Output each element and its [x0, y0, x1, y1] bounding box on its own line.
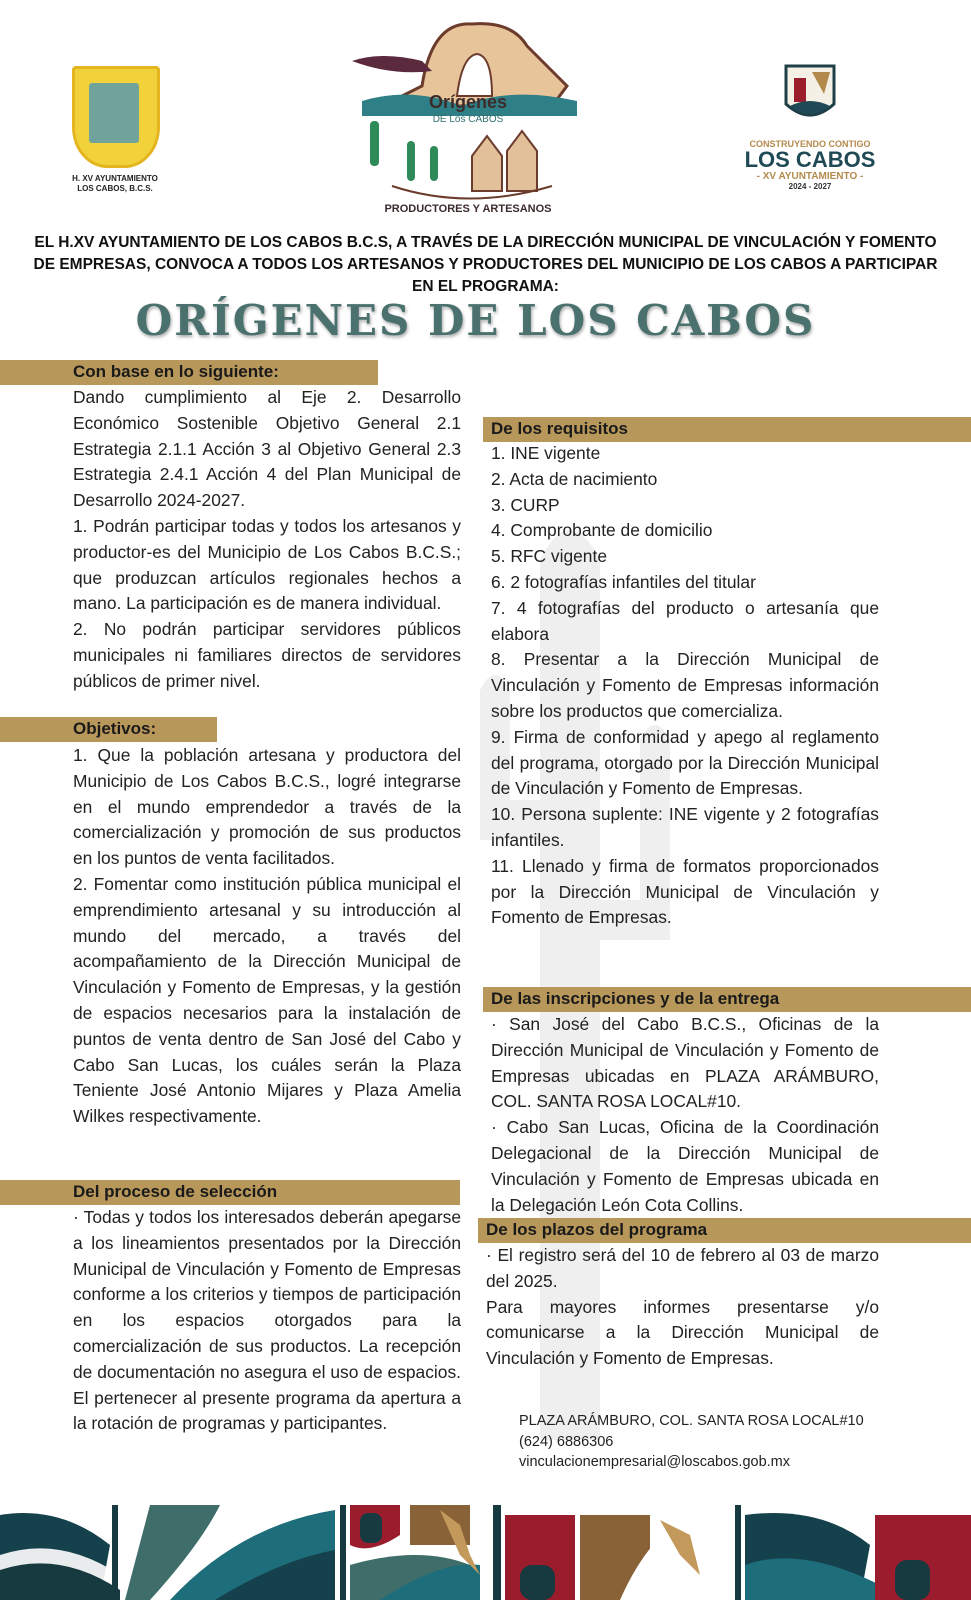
- section-heading: Objetivos:: [73, 719, 157, 738]
- logo-right-ayuntamiento: - XV AYUNTAMIENTO -: [756, 171, 864, 182]
- los-cabos-shield-icon: [784, 64, 836, 126]
- list-item: 5. RFC vigente: [491, 546, 607, 567]
- section-inscripciones-body: [491, 1012, 879, 1218]
- logo-left-caption-2: LOS CABOS, B.C.S.: [77, 184, 153, 193]
- construyendo-contigo-los-cabos-logo: [735, 64, 885, 191]
- list-item: 10. Persona suplente: INE vigente y 2 fotografías infantiles.: [491, 804, 879, 850]
- section-bar-inscripciones: [483, 987, 971, 1012]
- list-item: 8. Presentar a la Dirección Municipal de Vinculación y Fomento de Empresas información sobre los productos que comercializa.: [491, 649, 879, 721]
- logo-right-name: LOS CABOS: [744, 147, 876, 172]
- paragraph: · Todas y todos los interesados deberán apegarse a los lineamientos presentados por la Dirección Municipal de Vinculación y Fomento de Empresas conforme a los criterios y tiempos de participación en los espacios otorgados para la comercialización de sus productos. La recepción de documentación no asegura el uso de espacios. El pertenecer al presente programa da apertura a la rotación de programas y participantes.: [73, 1207, 461, 1434]
- list-item: 1. INE vigente: [491, 443, 601, 463]
- logo-productores-text: PRODUCTORES Y ARTESANOS: [384, 203, 552, 215]
- paragraph: 2. No podrán participar servidores públicos municipales ni familiares directos de servidores públicos de primer nivel.: [73, 619, 461, 691]
- list-item: 3. CURP: [491, 494, 560, 515]
- section-heading: Con base en lo siguiente:: [73, 362, 279, 381]
- section-seleccion-body: [73, 1205, 461, 1437]
- decorative-footer-banner: [0, 1505, 971, 1600]
- intro-text: EL H.XV AYUNTAMIENTO DE LOS CABOS B.C.S, A TRAVÉS DE LA DIRECCIÓN MUNICIPAL DE VINCULACIÓN Y FOMENTO DE EMPRESAS, CONVOCA A TODOS LOS ARTESANOS Y PRODUCTORES DEL MUNICIPIO DE LOS CABOS A PARTICIPAR EN EL PROGRAMA:: [33, 234, 938, 295]
- section-bar-objetivos: [0, 717, 217, 742]
- section-objetivos-body: [73, 743, 461, 1130]
- logo-de-los-cabos-text: DE Los CABOS: [432, 114, 504, 125]
- section-bar-base: [0, 360, 378, 385]
- logo-left-caption-1: H. XV AYUNTAMIENTO: [72, 174, 158, 183]
- contact-address: PLAZA ARÁMBURO, COL. SANTA ROSA LOCAL#10: [519, 1413, 864, 1429]
- paragraph: · San José del Cabo B.C.S., Oficinas de la Dirección Municipal de Vinculación y Fomento de Empresas ubicadas en PLAZA ARÁMBURO, COL. SANTA ROSA LOCAL#10.: [491, 1014, 879, 1112]
- list-item: 2. Acta de nacimiento: [491, 468, 658, 489]
- section-bar-requisitos: [483, 417, 971, 442]
- paragraph: Para mayores informes presentarse y/o comunicarse a la Dirección Municipal de Vinculación y Fomento de Empresas.: [486, 1296, 879, 1369]
- paragraph: 1. Podrán participar todas y todos los artesanos y productor-es del Municipio de Los Cabos B.C.S.; que produzcan artículos regionales hechos a mano. La participación es de manera individual.: [73, 515, 461, 614]
- list-item: 7. 4 fotografías del producto o artesanía que elabora: [491, 597, 879, 644]
- list-item: 4. Comprobante de domicilio: [491, 520, 713, 541]
- program-title: ORÍGENES DE LOS CABOS: [135, 296, 816, 345]
- section-heading: Del proceso de selección: [73, 1182, 278, 1201]
- section-base-body: [73, 385, 461, 695]
- origenes-de-los-cabos-logo: [352, 16, 584, 221]
- ayuntamiento-coat-of-arms-logo: [72, 66, 158, 194]
- paragraph: Dando cumplimiento al Eje 2. Desarrollo Económico Sostenible Objetivo General 2.1 Estrategia 2.1.1 Acción 3 al Objetivo General 2.3 Estrategia 2.4.1 Acción 4 del Plan Municipal de Desarrollo 2024-2027.: [73, 387, 461, 511]
- paragraph: 2. Fomentar como institución pública municipal el emprendimiento artesanal y su introducción al mundo del mercado, a través del acompañamiento de la Dirección Municipal de Vinculación y Fomento de Empresas, y la gestión de espacios necesarios para la instalación de puntos de venta dentro de San José del Cabo y Cabo San Lucas, los cuáles serán la Plaza Teniente José Antonio Mijares y Plaza Amelia Wilkes respectivamente.: [73, 873, 461, 1127]
- section-plazos-body: [486, 1243, 879, 1372]
- list-item: 11. Llenado y firma de formatos proporcionados por la Dirección Municipal de Vinculación y Fomento de Empresas.: [491, 855, 879, 928]
- paragraph: · Cabo San Lucas, Oficina de la Coordinación Delegacional de la Dirección Municipal de Vinculación y Fomento de Empresas ubicada en la Delegación León Cota Collins.: [491, 1117, 879, 1215]
- contact-email[interactable]: vinculacionempresarial@loscabos.gob.mx: [519, 1454, 791, 1470]
- paragraph: 1. Que la población artesana y productora del Municipio de Los Cabos B.C.S., logré integrarse en el mundo emprendedor a través de la comercialización y promoción de sus productos en los puntos de venta facilitados.: [73, 745, 461, 869]
- logo-origenes-text: Orígenes: [428, 92, 508, 112]
- list-item: 9. Firma de conformidad y apego al reglamento del programa, otorgado por la Dirección Municipal de Vinculación y Fomento de Empresas.: [491, 726, 879, 799]
- logo-right-slogan: CONSTRUYENDO CONTIGO: [749, 139, 871, 149]
- section-heading: De los requisitos: [491, 419, 628, 438]
- section-heading: De los plazos del programa: [486, 1220, 708, 1239]
- section-bar-plazos: [478, 1218, 971, 1243]
- paragraph: · El registro será del 10 de febrero al 03 de marzo del 2025.: [486, 1245, 879, 1291]
- coat-of-arms-icon: [72, 66, 160, 168]
- section-bar-seleccion: [0, 1180, 460, 1205]
- contact-info: [519, 1411, 864, 1473]
- list-item: 6. 2 fotografías infantiles del titular: [491, 571, 756, 592]
- section-heading: De las inscripciones y de la entrega: [491, 989, 780, 1008]
- section-requisitos-body: [491, 441, 879, 931]
- contact-phone: (624) 6886306: [519, 1433, 614, 1450]
- logo-right-years: 2024 - 2027: [788, 182, 832, 191]
